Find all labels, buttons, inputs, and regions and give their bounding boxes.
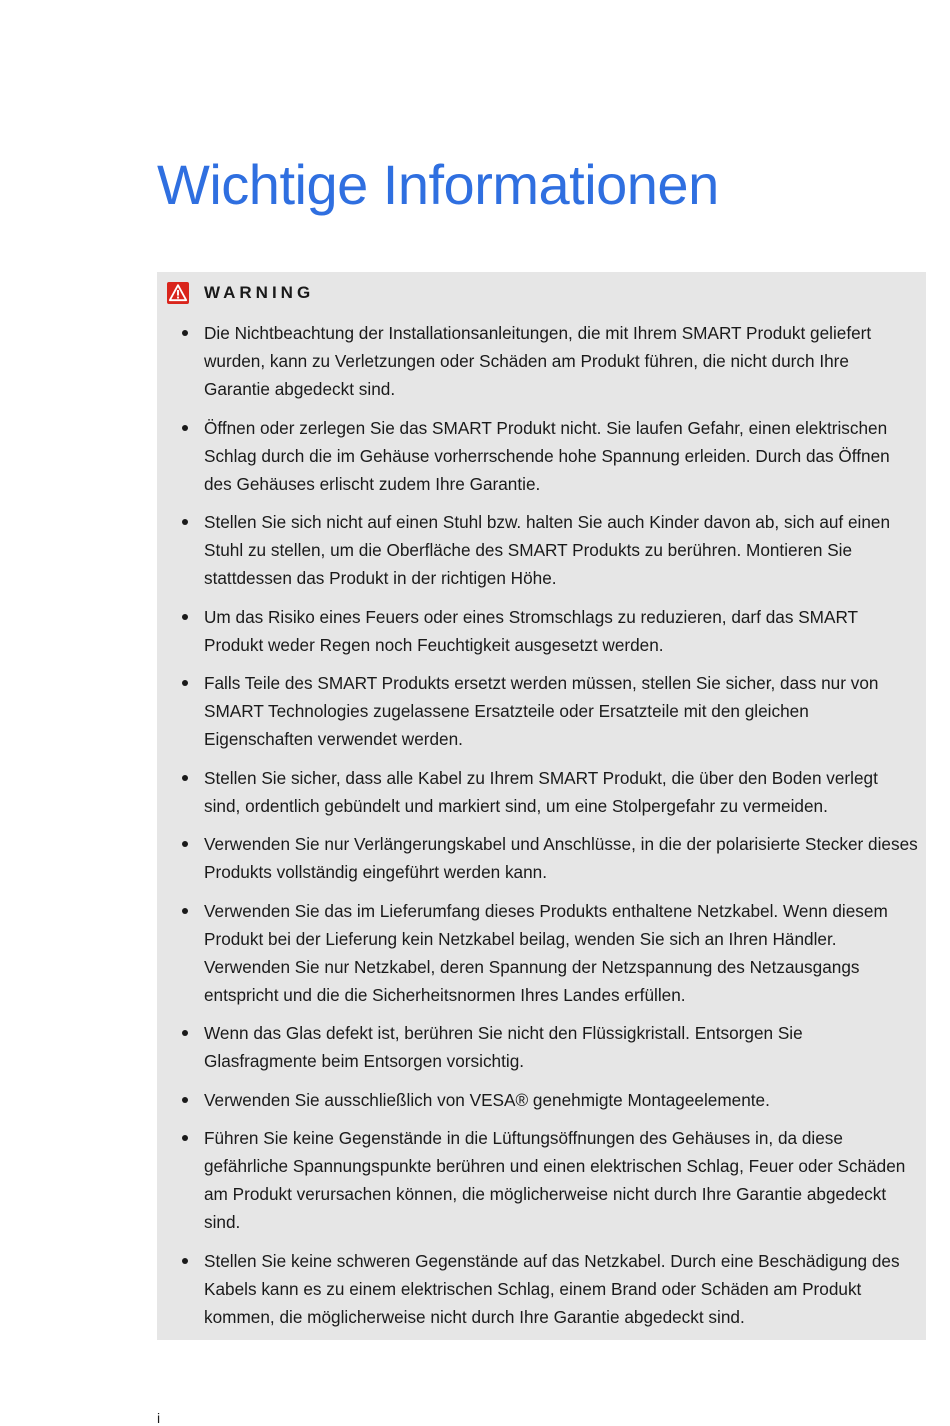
list-item-text: Um das Risiko eines Feuers oder eines Stromschlags zu reduzieren, darf das SMART Produkt weder Regen noch Feuchtigkeit ausgesetzt werden. [204, 606, 858, 655]
bullet-icon [182, 1258, 188, 1264]
bullet-icon [182, 680, 188, 686]
list-item [157, 603, 926, 659]
list-item [157, 508, 926, 592]
list-item-text: Verwenden Sie nur Verlängerungskabel und Anschlüsse, in die der polarisierte Stecker dieses Produkts vollständig eingeführt werden kann. [204, 834, 918, 882]
list-item [157, 669, 926, 753]
bullet-icon [182, 1030, 188, 1036]
list-item-text: Falls Teile des SMART Produkts ersetzt werden müssen, stellen Sie sicher, dass nur von SMART Technologies zugelassene Ersatzteile oder Ersatzteile mit den gleichen Eigenschaften verwendet werden. [204, 673, 879, 749]
warning-header [167, 282, 314, 304]
warning-box [157, 272, 926, 1340]
bullet-icon [182, 1135, 188, 1141]
list-item-text: Stellen Sie keine schweren Gegenstände auf das Netzkabel. Durch eine Beschädigung des Kabels kann es zu einem elektrischen Schlag, einem Brand oder Schäden am Produkt kommen, die möglicherweise nicht durch Ihre Garantie abgedeckt sind. [204, 1250, 900, 1327]
bullet-icon [182, 519, 188, 525]
bullet-icon [182, 330, 188, 336]
list-item [157, 319, 926, 403]
list-item [157, 1124, 926, 1236]
bullet-icon [182, 1097, 188, 1103]
bullet-icon [182, 425, 188, 431]
page-number: i [157, 1410, 161, 1426]
bullet-icon [182, 775, 188, 781]
list-item [157, 1086, 926, 1114]
list-item-text: Führen Sie keine Gegenstände in die Lüftungsöffnungen des Gehäuses in, da diese gefährliche Spannungspunkte berühren und einen elektrischen Schlag, Feuer oder Schäden am Produkt verursachen können, die möglicherweise nicht durch Ihre Garantie abgedeckt sind. [204, 1128, 906, 1232]
list-item-text: Die Nichtbeachtung der Installationsanleitungen, die mit Ihrem SMART Produkt geliefert wurden, kann zu Verletzungen oder Schäden am Produkt führen, die nicht durch Ihre Garantie abgedeckt sind. [204, 323, 872, 399]
list-item-text: Stellen Sie sich nicht auf einen Stuhl bzw. halten Sie auch Kinder davon ab, sich auf einen Stuhl zu stellen, um die Oberfläche des SMART Produkts zu berühren. Montieren Sie stattdessen das Produkt in der richtigen Höhe. [204, 512, 891, 588]
warning-list [157, 319, 926, 1341]
warning-label: WARNING [204, 283, 315, 302]
list-item-text: Öffnen oder zerlegen Sie das SMART Produkt nicht. Sie laufen Gefahr, einen elektrischen Schlag durch die im Gehäuse vorherrschende hohe Spannung erleiden. Durch das Öffnen des Gehäuses erlischt zudem Ihre Garantie. [204, 417, 890, 494]
bullet-icon [182, 908, 188, 914]
list-item [157, 830, 926, 886]
list-item-text: Verwenden Sie das im Lieferumfang dieses Produkts enthaltene Netzkabel. Wenn diesem Produkt bei der Lieferung kein Netzkabel beilag, wenden Sie sich an Ihren Händler. Verwenden Sie nur Netzkabel, deren Spannung der Netzspannung des Netzausgangs entspricht und die die Sicherheitsnormen Ihres Landes erfüllen. [204, 900, 888, 1005]
list-item-text: Wenn das Glas defekt ist, berühren Sie nicht den Flüssigkristall. Entsorgen Sie Glasfragmente beim Entsorgen vorsichtig. [204, 1023, 803, 1071]
warning-triangle-icon [167, 282, 189, 304]
list-item [157, 1019, 926, 1075]
page-title: Wichtige Informationen [157, 153, 719, 216]
list-item [157, 414, 926, 498]
bullet-icon [182, 841, 188, 847]
list-item [157, 764, 926, 820]
list-item [157, 1247, 926, 1331]
list-item-text: Verwenden Sie ausschließlich von VESA® genehmigte Montageelemente. [204, 1089, 770, 1110]
list-item [157, 897, 926, 1009]
bullet-icon [182, 614, 188, 620]
list-item-text: Stellen Sie sicher, dass alle Kabel zu Ihrem SMART Produkt, die über den Boden verlegt sind, ordentlich gebündelt und markiert sind, um eine Stolpergefahr zu vermeiden. [204, 767, 878, 816]
